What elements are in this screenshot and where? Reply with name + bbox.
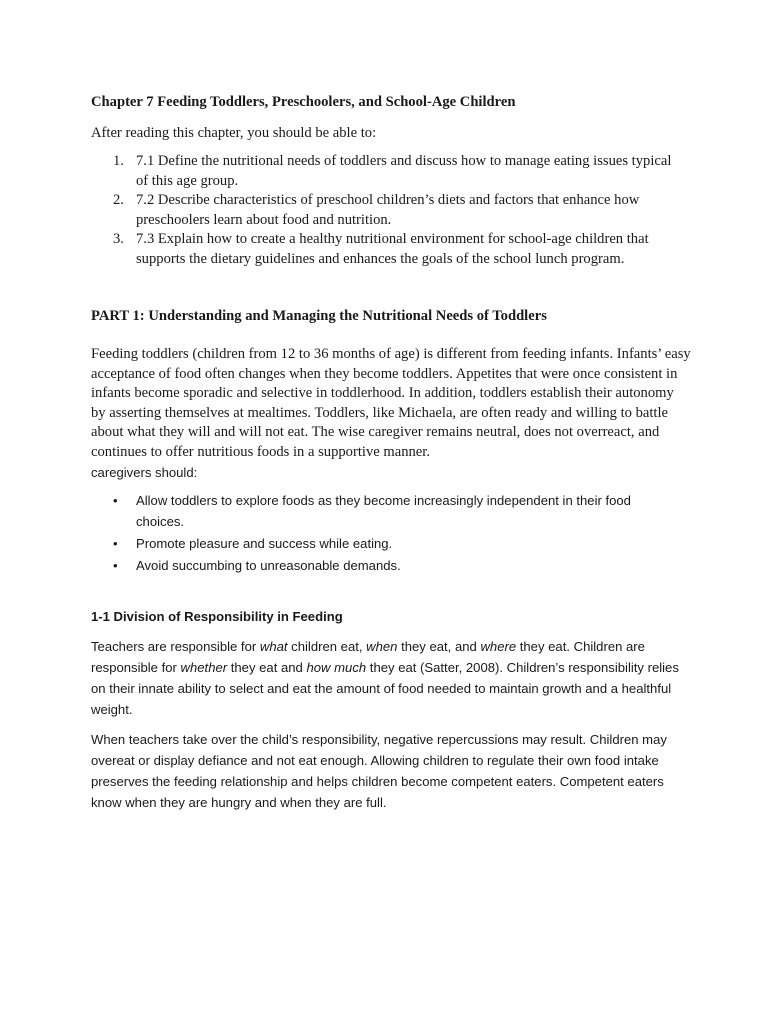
- emphasis-what: what: [259, 639, 288, 654]
- objective-item: [91, 191, 681, 230]
- objective-item: [91, 230, 681, 269]
- list-item: [91, 533, 681, 554]
- emphasis-whether: whether: [180, 660, 228, 675]
- list-item: [91, 555, 681, 576]
- bullet-icon: •: [113, 493, 118, 508]
- objectives-list: [91, 152, 681, 270]
- paragraph-text: Teachers are responsible for: [91, 639, 260, 654]
- caregivers-lead: caregivers should:: [91, 464, 198, 480]
- emphasis-when: when: [366, 639, 398, 654]
- paragraph-text: they eat, and: [397, 639, 481, 654]
- emphasis-where: where: [480, 639, 517, 654]
- objective-number: 2.: [113, 192, 124, 209]
- paragraph-text: they eat (Satter, 2008). Children’s responsibility relies on their innate ability to select and eat the amount of food needed to maintain growth and a healthful weight.: [91, 660, 679, 717]
- paragraph-text: they eat. Children are responsible for: [91, 639, 645, 675]
- chapter-title: Chapter 7 Feeding Toddlers, Preschoolers, and School-Age Children: [91, 94, 516, 110]
- emphasis-how-much: how much: [306, 660, 367, 675]
- toddler-paragraph-text: Feeding toddlers (children from 12 to 36 months of age) is different from feeding infants. Infants’ easy acceptance of food often changes when they become toddlers. Appetites that were once consistent in infants become sporadic and selective in toddlerhood. In addition, toddlers establish their autonomy by asserting themselves at mealtimes. Toddlers, like Michaela, are often ready and willing to battle about what they will and will not eat. The wise caregiver remains neutral, does not overreact, and continues to offer nutritious foods in a supportive manner.: [91, 346, 691, 460]
- paragraph-text: they eat and: [227, 660, 307, 675]
- part-heading: PART 1: Understanding and Managing the Nutritional Needs of Toddlers: [91, 308, 547, 324]
- final-paragraph: When teachers take over the child’s responsibility, negative repercussions may result. Children may overeat or display defiance and not eat enough. Allowing children to regulate their own food intake preserves the feeding relationship and helps children become competent eaters. Competent eaters know when they are hungry and when they are full.: [91, 732, 667, 810]
- responsibility-paragraph: [91, 636, 681, 720]
- objective-number: 1.: [113, 153, 124, 169]
- list-item-text: Allow toddlers to explore foods as they become increasingly independent in their food choices.: [136, 493, 631, 529]
- intro-text: After reading this chapter, you should be able to:: [91, 125, 377, 141]
- objective-text: 7.3 Explain how to create a healthy nutritional environment for school-age children that supports the dietary guidelines and enhances the goals of the school lunch program.: [136, 231, 649, 267]
- objective-text: 7.1 Define the nutritional needs of toddlers and discuss how to manage eating issues typical of this age group.: [136, 153, 672, 189]
- bullet-icon: •: [113, 558, 118, 573]
- list-item-text: Promote pleasure and success while eating.: [136, 536, 393, 551]
- objective-item: [91, 152, 681, 191]
- list-item: [91, 490, 681, 532]
- section-heading: 1-1 Division of Responsibility in Feeding: [91, 609, 343, 624]
- paragraph-text: children eat,: [287, 639, 367, 654]
- objective-number: 3.: [113, 231, 124, 248]
- objective-text: 7.2 Describe characteristics of preschool children’s diets and factors that enhance how preschoolers learn about food and nutrition.: [136, 192, 640, 228]
- bullet-icon: •: [113, 536, 118, 551]
- toddler-paragraph: [91, 345, 691, 483]
- caregiver-guidelines-list: [91, 490, 681, 577]
- list-item-text: Avoid succumbing to unreasonable demands.: [136, 558, 401, 573]
